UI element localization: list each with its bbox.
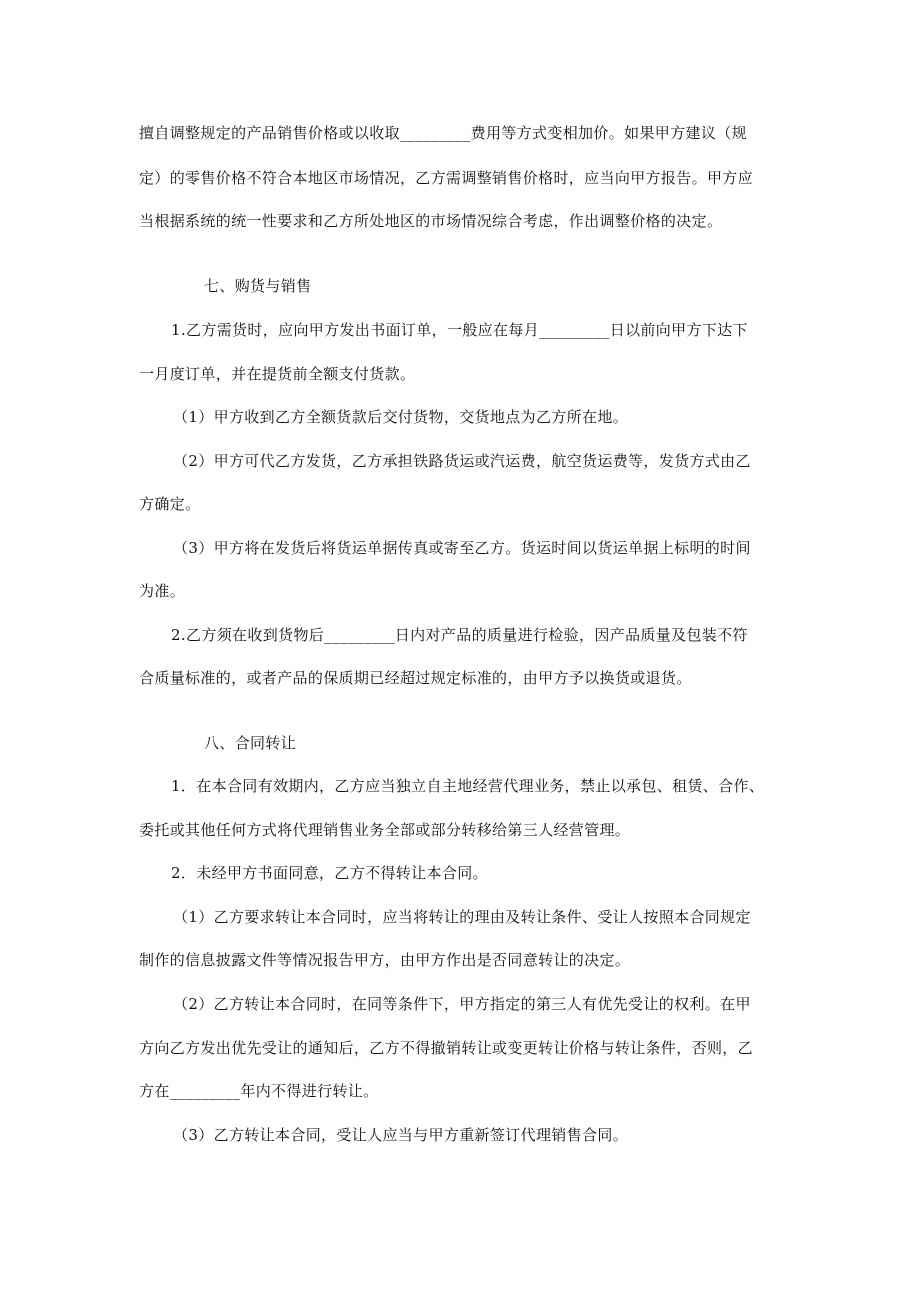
paragraph-line: 1.乙方需货时，应向甲方发出书面订单，一般应在每月_________日以前向甲方下达下 [171,321,748,339]
section-heading: 八、合同转让 [204,734,297,752]
paragraph-line: 2.乙方须在收到货物后_________日内对产品的质量进行检验，因产品质量及包装不符 [171,626,748,644]
paragraph-line: （1）乙方要求转让本合同时，应当将转让的理由及转让条件、受让人按照本合同规定 [173,908,751,926]
paragraph-line: 委托或其他任何方式将代理销售业务全部或部分转移给第三人经营管理。 [139,821,631,839]
paragraph-line: 当根据系统的统一性要求和乙方所处地区的市场情况综合考虑，作出调整价格的决定。 [139,212,723,230]
paragraph-line: 擅自调整规定的产品销售价格或以收取_________费用等方式变相加价。如果甲方建议（规 [139,124,747,142]
paragraph-line: （2）甲方可代乙方发货，乙方承担铁路货运或汽运费，航空货运费等，发货方式由乙 [173,452,751,470]
paragraph-line: 合质量标准的，或者产品的保质期已经超过规定标准的，由甲方予以换货或退货。 [139,669,692,687]
paragraph-line: （3）甲方将在发货后将货运单据传真或寄至乙方。货运时间以货运单据上标明的时间 [173,539,751,557]
section-heading: 七、购货与销售 [204,277,312,295]
paragraph-line: （2）乙方转让本合同时，在同等条件下，甲方指定的第三人有优先受让的权利。在甲 [173,995,751,1013]
paragraph-line: （3）乙方转让本合同，受让人应当与甲方重新签订代理销售合同。 [173,1126,629,1144]
paragraph-line: （1）甲方收到乙方全额货款后交付货物，交货地点为乙方所在地。 [173,408,629,426]
paragraph-line: 方向乙方发出优先受让的通知后，乙方不得撤销转让或变更转让价格与转让条件，否则，乙 [139,1039,754,1057]
paragraph-line: 制作的信息披露文件等情况报告甲方，由甲方作出是否同意转让的决定。 [139,951,631,969]
paragraph-line: 方确定。 [139,495,201,513]
paragraph-line: 2．未经甲方书面同意，乙方不得转让本合同。 [171,864,488,882]
paragraph-line: 一月度订单，并在提货前全额支付货款。 [139,365,416,383]
paragraph-line: 方在_________年内不得进行转让。 [139,1082,379,1100]
paragraph-line: 为准。 [139,582,186,600]
paragraph-line: 1．在本合同有效期内，乙方应当独立自主地经营代理业务，禁止以承包、租赁、合作、 [171,777,765,795]
paragraph-line: 定）的零售价格不符合本地区市场情况，乙方需调整销售价格时，应当向甲方报告。甲方应 [139,169,754,187]
